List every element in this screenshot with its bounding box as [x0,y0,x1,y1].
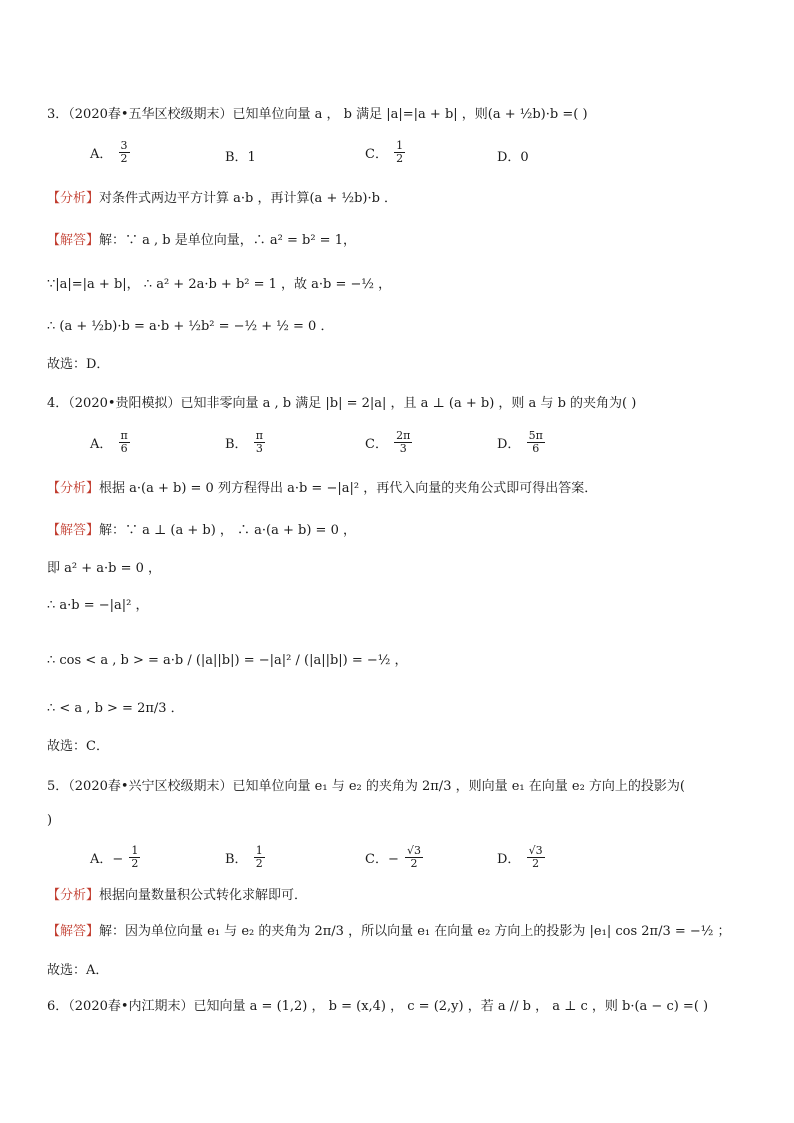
q3-option-b: B．1 [225,150,256,165]
q4-option-b: B． $\frac{\pi}{3}$ [225,429,263,455]
q3-option-d: D．0 [497,150,529,165]
q3-option-c: C． $\frac{1}{2}$ [365,139,404,165]
q4-analysis: 【分析】根据 a·(a + b) = 0 列方程得出 a·b = −|a|² ，再代入向量的夹角公式即可得出答案． [47,481,598,496]
q3-solution-line-3: ∴ (a + ½b)·b = a·b + ½b² = −½ + ½ = 0 ． [47,319,334,334]
q4-option-d: D． $\frac{5\pi}{6}$ [497,429,543,455]
q3-solution-line-1: 【解答】解：∵ a , b 是单位向量，∴ a² = b² = 1， [47,233,356,248]
q5-solution: 【解答】解：因为单位向量 e₁ 与 e₂ 的夹角为 2π/3 ，所以向量 e₁ 在向量 e₂ 方向上的投影为 |e₁| cos 2π/3 = −½ ； [47,924,731,939]
q4-choice: 故选：C． [47,739,109,754]
q4-solution-line-2: 即 a² + a·b = 0 ， [47,561,162,576]
q4-option-a: A． $\frac{\pi}{6}$ [90,429,128,455]
q5-options [90,845,790,875]
q6-stem: 6．（2020春•内江期末）已知向量 a = (1,2) ， b = (x,4) ， c = (2,y) ，若 a // b ， a ⊥ c ，则 b·(a − c) =( ) [47,999,709,1014]
q3-option-a: A． $\frac{3}{2}$ [90,139,128,165]
q4-solution-line-3: ∴ a·b = −|a|² ， [47,598,149,613]
q3-stem: 3．（2020春•五华区校级期末）已知单位向量 a ， b 满足 |a|=|a + b| ，则(a + ½b)·b =( ) [47,107,588,122]
q5-stem-close: ) [47,813,53,828]
q4-solution-line-4: ∴ cos < a , b > = a·b / (|a||b|) = −|a|² / (|a||b|) = −½ ， [47,653,408,668]
q5-stem: 5．（2020春•兴宁区校级期末）已知单位向量 e₁ 与 e₂ 的夹角为 2π/3 ，则向量 e₁ 在向量 e₂ 方向上的投影为( [47,779,686,794]
q5-option-c: C．− $\frac{√3}{2}$ [365,844,421,870]
q4-solution-line-5: ∴ < a , b > = 2π/3 ． [47,701,184,716]
q3-choice: 故选：D． [47,357,110,372]
q5-option-d: D． $\frac{√3}{2}$ [497,844,543,870]
q5-analysis: 【分析】根据向量数量积公式转化求解即可． [47,888,308,903]
q4-solution-line-1: 【解答】解：∵ a ⊥ (a + b) ， ∴ a·(a + b) = 0 ， [47,523,356,538]
q4-option-c: C． $\frac{2\pi}{3}$ [365,429,411,455]
q5-option-a: A．− $\frac{1}{2}$ [90,844,139,870]
q4-stem: 4．（2020•贵阳模拟）已知非零向量 a , b 满足 |b| = 2|a| ，且 a ⊥ (a + b) ，则 a 与 b 的夹角为( ) [47,396,637,411]
q4-options [90,430,790,460]
q3-analysis: 【分析】对条件式两边平方计算 a·b ，再计算(a + ½b)·b ． [47,191,398,206]
q3-options [90,140,790,170]
q3-solution-line-2: ∵|a|=|a + b|， ∴ a² + 2a·b + b² = 1 ，故 a·b = −½ ， [47,277,392,292]
q5-option-b: B． $\frac{1}{2}$ [225,844,263,870]
q5-choice: 故选：A． [47,963,109,978]
